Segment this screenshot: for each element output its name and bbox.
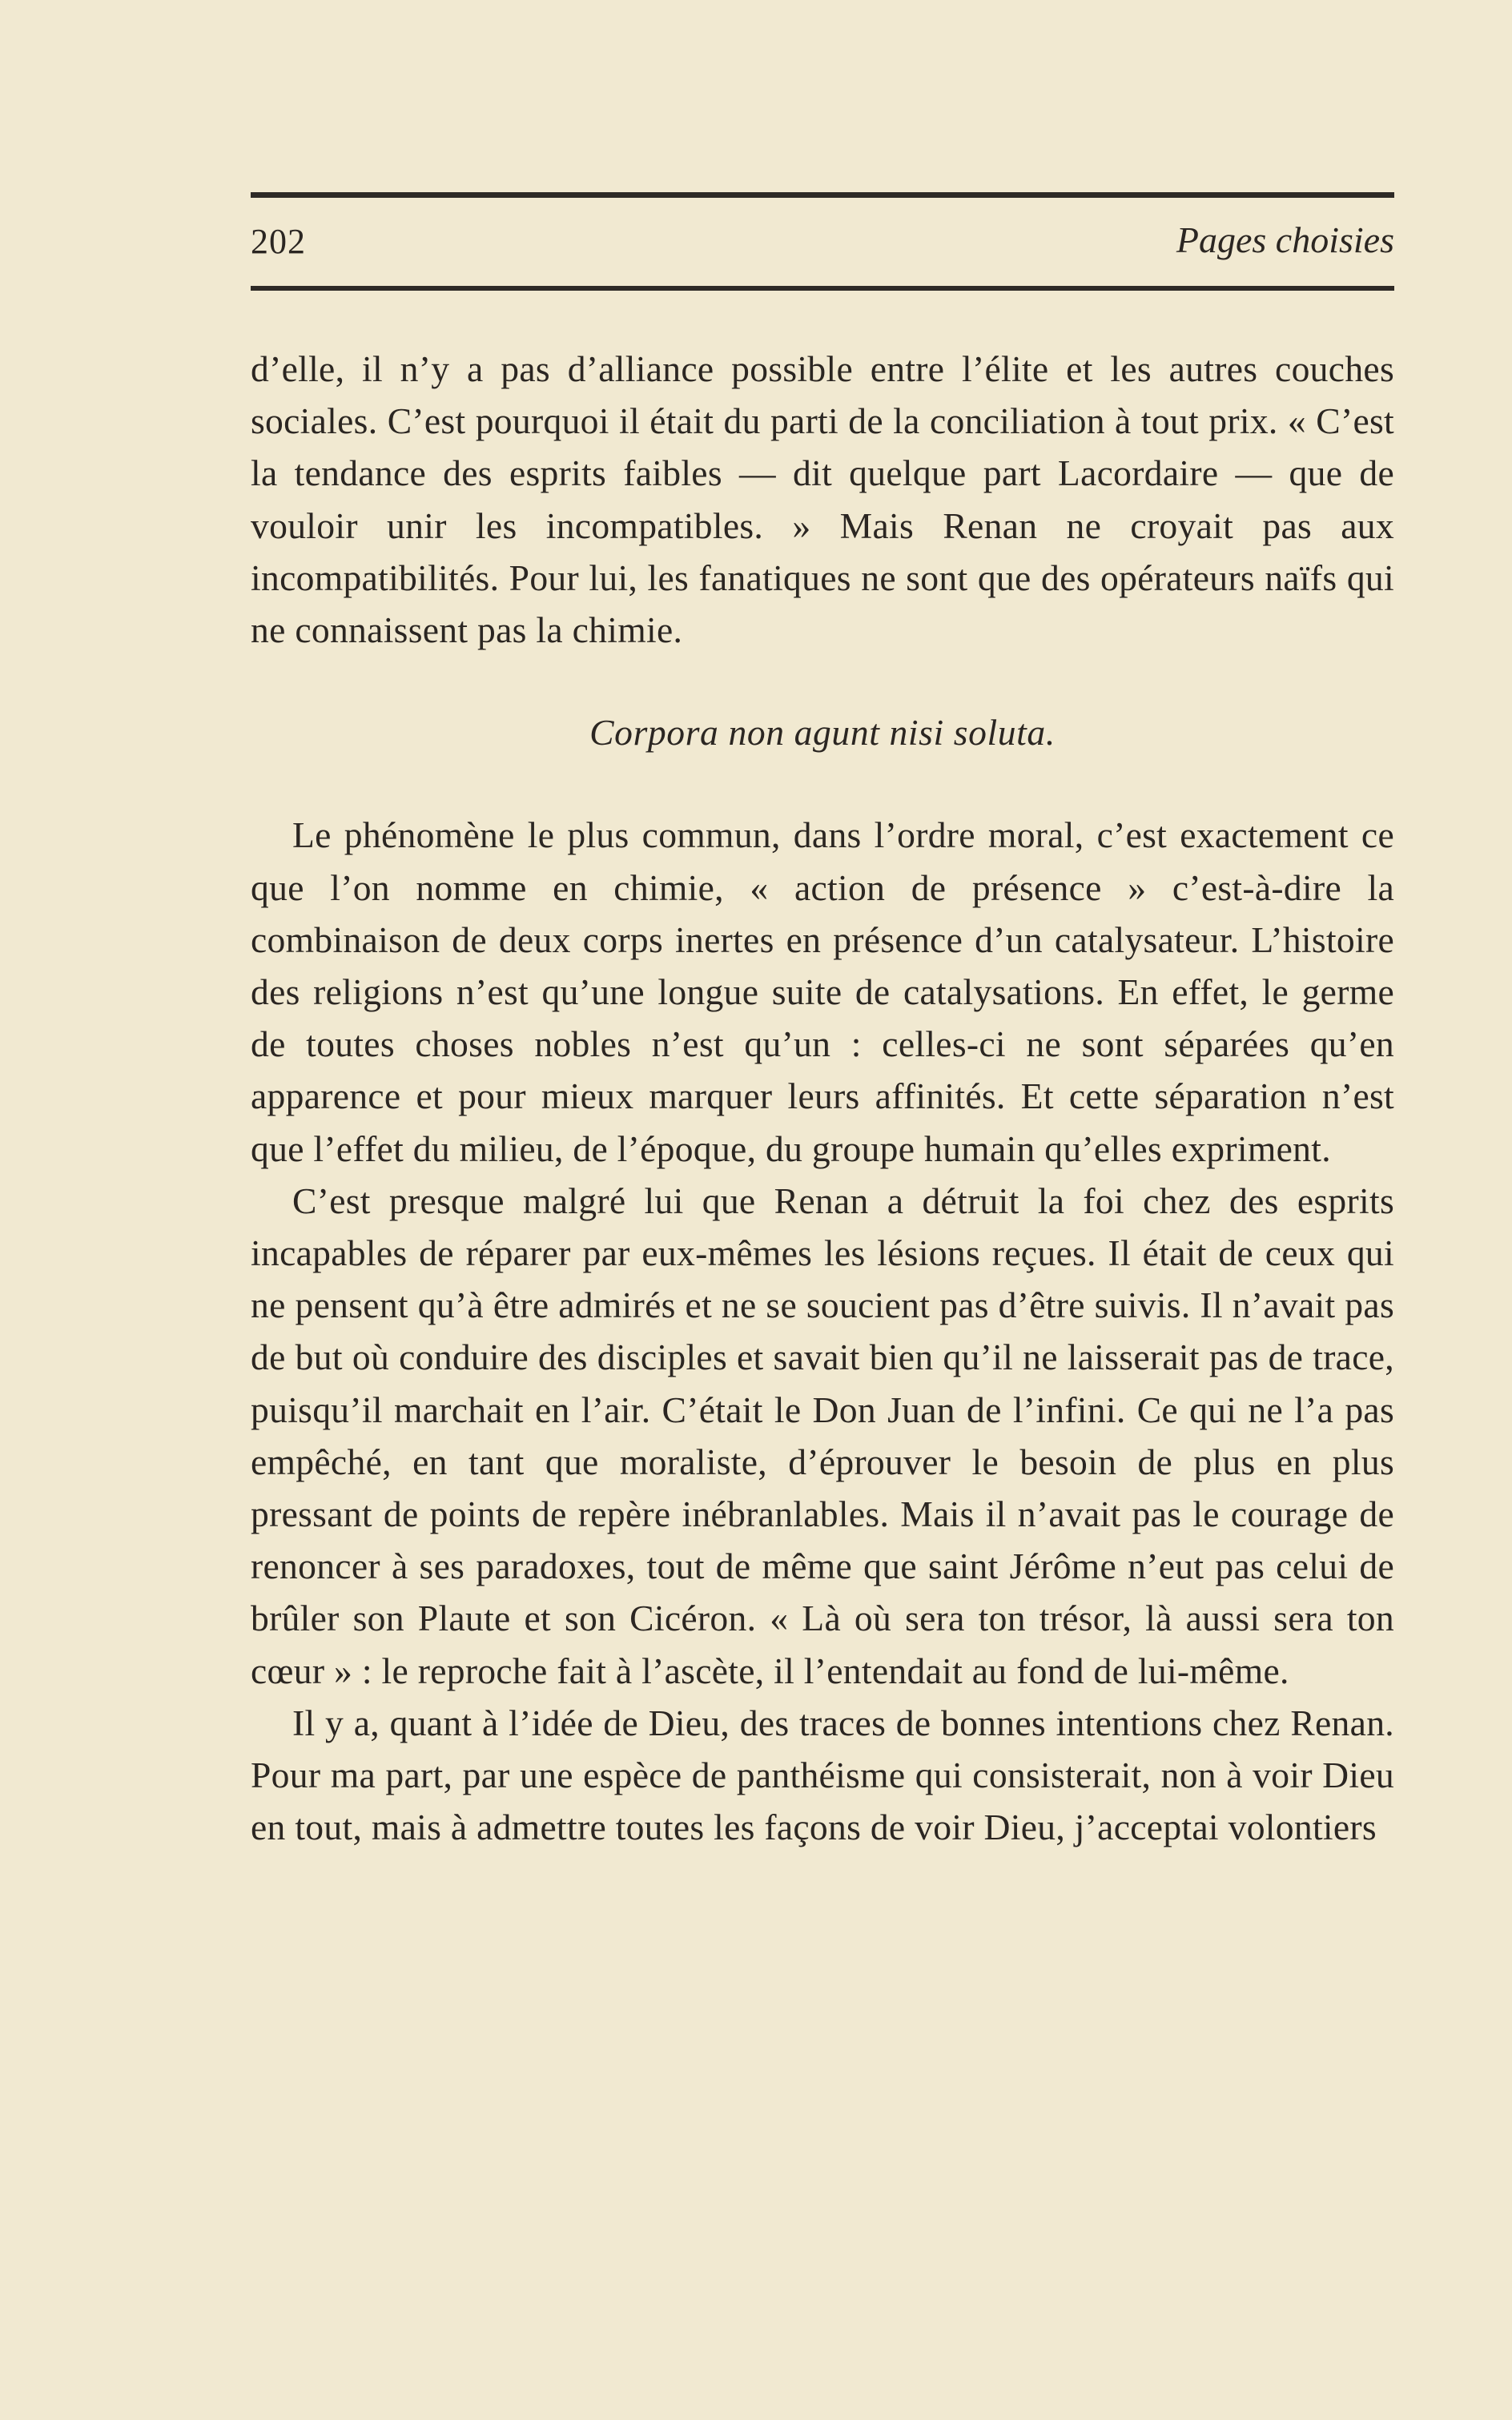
paragraph: Il y a, quant à l’idée de Dieu, des traces de bonnes intentions chez Renan. Pour ma part, par une espèce de panthéisme qui consisterait, non à voir Dieu en tout, mais à admettre toutes les façons de voir Dieu, j’acceptai volontiers [251,1702,1394,1848]
header-rule-top [251,192,1394,198]
running-title: Pages choisies [1176,219,1394,260]
paragraph: Le phénomène le plus commun, dans l’ordre moral, c’est exactement ce que l’on nomme en chimie, « action de présence » c’est-à-dire la combinaison de deux corps inertes en présence d’un catalysateur. L’histoire des religions n’est qu’une longue suite de catalysations. En effet, le germe de toutes choses nobles n’est qu’un : celles-ci ne sont séparées qu’en apparence et pour mieux marquer leurs affinités. Et cette séparation n’est que l’effet du milieu, de l’époque, du groupe humain qu’elles expriment. [251,814,1394,1169]
paragraph: C’est presque malgré lui que Renan a détruit la foi chez des esprits incapables de réparer par eux-mêmes les lésions reçues. Il était de ceux qui ne pensent qu’à être admirés et ne se soucient pas d’être suivis. Il n’avait pas de but où conduire des disciples et savait bien qu’il ne laisserait pas de trace, puisqu’il marchait en l’air. C’était le Don Juan de l’infini. Ce qui ne l’a pas empêché, en tant que moraliste, d’éprouver le besoin de plus en plus pressant de points de repère inébranlables. Mais il n’avait pas le courage de renoncer à ses paradoxes, tout de même que saint Jérôme n’eut pas celui de brûler son Plaute et son Cicéron. « Là où sera ton trésor, là aussi sera ton cœur » : le reproche fait à l’ascète, il l’entendait au fond de lui-même. [251,1180,1394,1691]
paragraph-continued: d’elle, il n’y a pas d’alliance possible entre l’élite et les autres couches sociales. C’est pourquoi il était du parti de la conciliation à tout prix. « C’est la tendance des esprits faibles — dit quelque part Lacordaire — que de vouloir unir les incompatibles. » Mais Renan ne croyait pas aux incompatibilités. Pour lui, les fanatiques ne sont que des opérateurs naïfs qui ne connaissent pas la chimie. [251,348,1394,651]
header-rule-bottom [251,286,1394,291]
page-number: 202 [251,222,306,261]
latin-quotation: Corpora non agunt nisi soluta. [589,712,1056,754]
body-text [251,343,1394,1853]
